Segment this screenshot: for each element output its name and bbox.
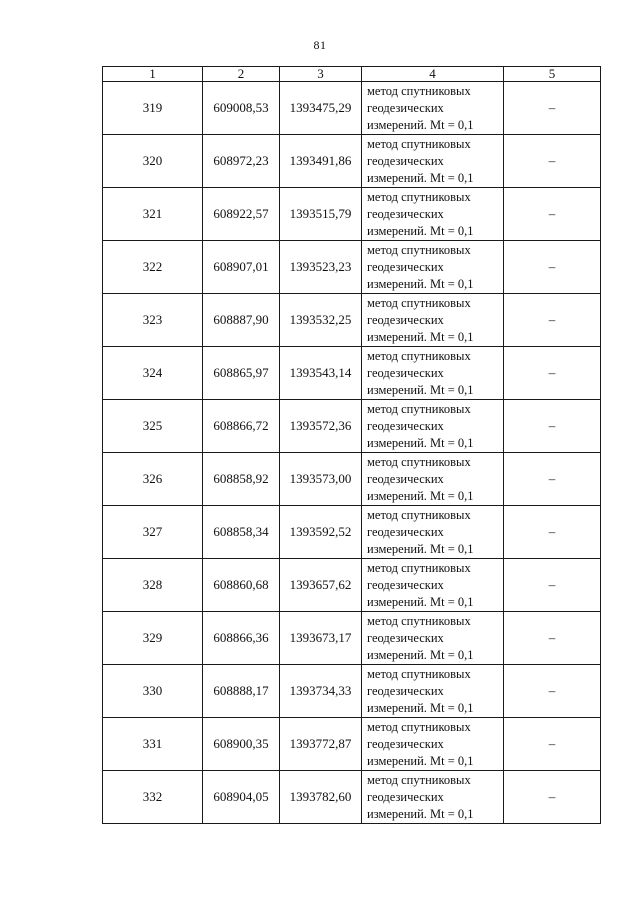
x-coordinate-cell: 608866,72 xyxy=(203,400,280,453)
accuracy-dash-cell: – xyxy=(504,294,601,347)
method-line: измерений. Mt = 0,1 xyxy=(367,435,474,450)
method-line: метод спутниковых xyxy=(367,295,471,310)
accuracy-dash-cell: – xyxy=(504,559,601,612)
method-line: метод спутниковых xyxy=(367,666,471,681)
column-header-5: 5 xyxy=(504,67,601,82)
method-line: измерений. Mt = 0,1 xyxy=(367,276,474,291)
column-header-2: 2 xyxy=(203,67,280,82)
point-number-cell: 327 xyxy=(103,506,203,559)
x-coordinate-cell: 608904,05 xyxy=(203,771,280,824)
y-coordinate-cell: 1393515,79 xyxy=(280,188,362,241)
table-row xyxy=(103,665,601,718)
method-cell xyxy=(362,718,504,771)
method-line: геодезических xyxy=(367,683,444,698)
coordinates-table xyxy=(102,66,601,824)
method-cell xyxy=(362,347,504,400)
x-coordinate-cell: 608866,36 xyxy=(203,612,280,665)
y-coordinate-cell: 1393657,62 xyxy=(280,559,362,612)
accuracy-dash-cell: – xyxy=(504,718,601,771)
method-line: геодезических xyxy=(367,789,444,804)
x-coordinate-cell: 608865,97 xyxy=(203,347,280,400)
method-line: метод спутниковых xyxy=(367,772,471,787)
method-line: измерений. Mt = 0,1 xyxy=(367,117,474,132)
accuracy-dash-cell: – xyxy=(504,400,601,453)
point-number-cell: 323 xyxy=(103,294,203,347)
method-line: геодезических xyxy=(367,206,444,221)
y-coordinate-cell: 1393782,60 xyxy=(280,771,362,824)
method-line: геодезических xyxy=(367,418,444,433)
y-coordinate-cell: 1393734,33 xyxy=(280,665,362,718)
method-cell xyxy=(362,665,504,718)
x-coordinate-cell: 608972,23 xyxy=(203,135,280,188)
method-line: измерений. Mt = 0,1 xyxy=(367,382,474,397)
method-line: метод спутниковых xyxy=(367,560,471,575)
column-header-1: 1 xyxy=(103,67,203,82)
accuracy-dash-cell: – xyxy=(504,771,601,824)
method-line: измерений. Mt = 0,1 xyxy=(367,223,474,238)
method-line: геодезических xyxy=(367,524,444,539)
x-coordinate-cell: 608922,57 xyxy=(203,188,280,241)
point-number-cell: 319 xyxy=(103,82,203,135)
table-row xyxy=(103,559,601,612)
method-line: измерений. Mt = 0,1 xyxy=(367,170,474,185)
column-header-4: 4 xyxy=(362,67,504,82)
y-coordinate-cell: 1393523,23 xyxy=(280,241,362,294)
method-cell xyxy=(362,506,504,559)
table-row xyxy=(103,612,601,665)
y-coordinate-cell: 1393592,52 xyxy=(280,506,362,559)
method-line: метод спутниковых xyxy=(367,348,471,363)
method-line: метод спутниковых xyxy=(367,507,471,522)
accuracy-dash-cell: – xyxy=(504,612,601,665)
table-row xyxy=(103,188,601,241)
method-cell xyxy=(362,771,504,824)
method-cell xyxy=(362,241,504,294)
method-line: геодезических xyxy=(367,630,444,645)
method-cell xyxy=(362,82,504,135)
table-row xyxy=(103,771,601,824)
method-line: геодезических xyxy=(367,259,444,274)
method-cell xyxy=(362,612,504,665)
method-line: измерений. Mt = 0,1 xyxy=(367,594,474,609)
page-number: 81 xyxy=(313,38,327,52)
method-line: геодезических xyxy=(367,471,444,486)
method-cell xyxy=(362,135,504,188)
method-cell xyxy=(362,188,504,241)
y-coordinate-cell: 1393475,29 xyxy=(280,82,362,135)
point-number-cell: 329 xyxy=(103,612,203,665)
point-number-cell: 320 xyxy=(103,135,203,188)
point-number-cell: 330 xyxy=(103,665,203,718)
table-header-row xyxy=(103,67,601,82)
accuracy-dash-cell: – xyxy=(504,453,601,506)
method-cell xyxy=(362,294,504,347)
method-line: метод спутниковых xyxy=(367,401,471,416)
table-row xyxy=(103,347,601,400)
y-coordinate-cell: 1393491,86 xyxy=(280,135,362,188)
x-coordinate-cell: 608858,34 xyxy=(203,506,280,559)
column-header-3: 3 xyxy=(280,67,362,82)
point-number-cell: 325 xyxy=(103,400,203,453)
table-row xyxy=(103,718,601,771)
x-coordinate-cell: 608888,17 xyxy=(203,665,280,718)
x-coordinate-cell: 608900,35 xyxy=(203,718,280,771)
table-row xyxy=(103,294,601,347)
point-number-cell: 332 xyxy=(103,771,203,824)
method-line: метод спутниковых xyxy=(367,83,471,98)
y-coordinate-cell: 1393573,00 xyxy=(280,453,362,506)
method-line: измерений. Mt = 0,1 xyxy=(367,806,474,821)
accuracy-dash-cell: – xyxy=(504,506,601,559)
point-number-cell: 324 xyxy=(103,347,203,400)
accuracy-dash-cell: – xyxy=(504,135,601,188)
x-coordinate-cell: 608887,90 xyxy=(203,294,280,347)
method-cell xyxy=(362,400,504,453)
accuracy-dash-cell: – xyxy=(504,347,601,400)
method-line: геодезических xyxy=(367,577,444,592)
table-row xyxy=(103,241,601,294)
method-cell xyxy=(362,559,504,612)
method-line: измерений. Mt = 0,1 xyxy=(367,647,474,662)
method-line: метод спутниковых xyxy=(367,719,471,734)
accuracy-dash-cell: – xyxy=(504,82,601,135)
accuracy-dash-cell: – xyxy=(504,241,601,294)
x-coordinate-cell: 608907,01 xyxy=(203,241,280,294)
method-cell xyxy=(362,453,504,506)
y-coordinate-cell: 1393673,17 xyxy=(280,612,362,665)
table-row xyxy=(103,135,601,188)
method-line: измерений. Mt = 0,1 xyxy=(367,541,474,556)
point-number-cell: 321 xyxy=(103,188,203,241)
method-line: метод спутниковых xyxy=(367,189,471,204)
table-row xyxy=(103,453,601,506)
table-row xyxy=(103,506,601,559)
y-coordinate-cell: 1393572,36 xyxy=(280,400,362,453)
method-line: измерений. Mt = 0,1 xyxy=(367,753,474,768)
point-number-cell: 326 xyxy=(103,453,203,506)
accuracy-dash-cell: – xyxy=(504,665,601,718)
accuracy-dash-cell: – xyxy=(504,188,601,241)
method-line: измерений. Mt = 0,1 xyxy=(367,488,474,503)
point-number-cell: 328 xyxy=(103,559,203,612)
method-line: геодезических xyxy=(367,312,444,327)
method-line: метод спутниковых xyxy=(367,454,471,469)
method-line: геодезических xyxy=(367,365,444,380)
table-row xyxy=(103,82,601,135)
method-line: измерений. Mt = 0,1 xyxy=(367,700,474,715)
x-coordinate-cell: 609008,53 xyxy=(203,82,280,135)
method-line: геодезических xyxy=(367,153,444,168)
method-line: метод спутниковых xyxy=(367,136,471,151)
y-coordinate-cell: 1393772,87 xyxy=(280,718,362,771)
y-coordinate-cell: 1393543,14 xyxy=(280,347,362,400)
y-coordinate-cell: 1393532,25 xyxy=(280,294,362,347)
method-line: геодезических xyxy=(367,736,444,751)
method-line: метод спутниковых xyxy=(367,242,471,257)
method-line: геодезических xyxy=(367,100,444,115)
point-number-cell: 331 xyxy=(103,718,203,771)
point-number-cell: 322 xyxy=(103,241,203,294)
table-row xyxy=(103,400,601,453)
x-coordinate-cell: 608858,92 xyxy=(203,453,280,506)
method-line: метод спутниковых xyxy=(367,613,471,628)
method-line: измерений. Mt = 0,1 xyxy=(367,329,474,344)
x-coordinate-cell: 608860,68 xyxy=(203,559,280,612)
